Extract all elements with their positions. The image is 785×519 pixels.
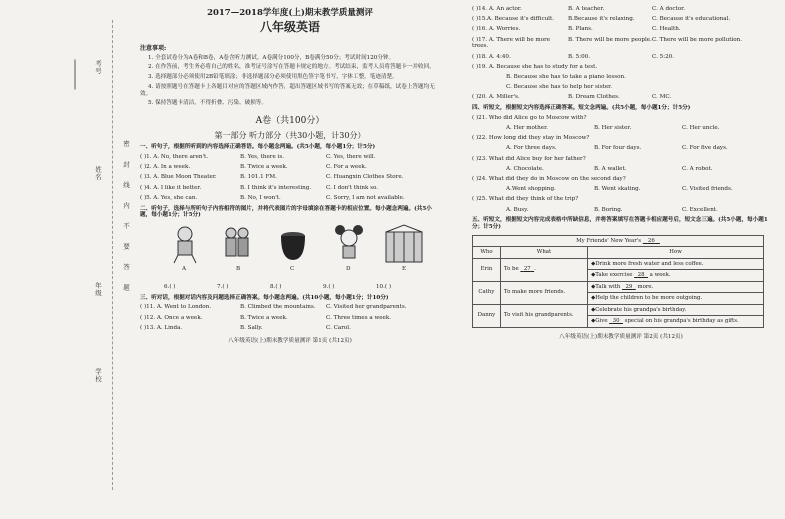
question-row: ( )14. A. An actor. B. A teacher. C. A doctor.	[472, 6, 685, 12]
underline	[75, 60, 76, 90]
note-item: 1. 全套试卷分为A卷和B卷，A卷含听力测试。A卷满分100分，B卷满分50分；考试时间120分钟。	[148, 54, 395, 61]
label-xingming: 姓名	[94, 166, 102, 181]
question-row: ( )15.A. Because it's difficult. B.Because it's relaxing. C. Because it's educational.	[472, 16, 731, 23]
cartoon-figure-image	[170, 224, 200, 264]
building-image	[384, 224, 424, 264]
picture-label: A	[182, 266, 187, 272]
question-row: ( )4. A. I like it better. B. I think it's interesting. C. I don't think so.	[140, 184, 379, 191]
question-row: ( )18. A. 4:40. B. 5:00. C. 5:20.	[472, 53, 674, 60]
question-row: ( )22. How long did they stay in Moscow?	[472, 135, 590, 142]
question-row: ( )12. A. Once a week. B. Twice a week. C. Three times a week.	[140, 314, 392, 321]
question-row: ( )11. A. Went to London. B. Climbed the mountains. C. Visited her grandparents.	[140, 304, 407, 311]
table-row: Cathy To make more friends. ◆Talk with 29 more.	[473, 281, 764, 292]
option-row: A.Went shopping. B. Went skating. C. Visited friends.	[506, 186, 733, 193]
option-row: A. Her mother. B. Her sister. C. Her uncle.	[506, 124, 720, 131]
note-item: 4. 请按照题号在答题卡上各题目对应的答题区域内作答，超出答题区域书写的答案无效；在草稿纸，试卷上答题均无效。	[140, 83, 435, 97]
question-row: ( )1. A. No, there aren't. B. Yes, there is. C. Yes, there will.	[140, 154, 376, 161]
question-row: ( )20. A. Miller's. B. Dream Clothes. C. MC.	[472, 94, 672, 101]
option-row: A. For three days. B. For four days. C. For five days.	[506, 145, 728, 152]
table-row: Danny To visit his grandparents. ◆Celebrate his grandpa's birthday.	[473, 304, 764, 315]
question-row: ( )13. A. Linda. B. Sally. C. Carol.	[140, 324, 351, 331]
pot-image	[278, 224, 308, 264]
picture-label: E	[402, 266, 407, 272]
picture-label: B	[236, 266, 241, 272]
col-header: How	[588, 247, 764, 258]
page-1	[140, 6, 440, 344]
picture-label: C	[290, 266, 295, 272]
section2-heading: 二、听句子，选择与所听句子内容相符的图片，并将代表图片的字母填涂在答题卡的相应位置。每小题念两遍。(共5小题，每小题1分；计5分)	[140, 205, 432, 219]
page-footer: 八年级英语(上)期末教学质量测评 第1页 (共12页)	[228, 337, 352, 344]
table-row: ◆Take exercise 28 a week.	[473, 270, 764, 281]
picture-row	[140, 222, 440, 284]
picture-answer-row	[140, 284, 440, 291]
answer-blank: 9.( )	[323, 284, 335, 290]
info-table	[472, 235, 764, 328]
binding-margin	[0, 0, 100, 519]
notes-heading: 注意事项:	[140, 44, 167, 52]
volume-a-title: A卷（共100分）	[255, 115, 325, 126]
page-2	[472, 6, 770, 340]
question-row: ( )21. Who did Alice go to Moscow with?	[472, 114, 587, 121]
section4-heading: 四、听短文，根据短文内容选择正确答案。短文念两遍。(共5小题，每小题1分；计5分)	[472, 105, 691, 112]
note-item: 5. 保持答题卡清洁，不得折叠、污染、破损等。	[148, 100, 267, 107]
seal-text: 密 封 线 内 不 要 答 题	[122, 140, 130, 297]
col-header: Who	[473, 247, 501, 258]
table-row: ◆Help the children to be more outgoing.	[473, 293, 764, 304]
option-line: C. Because she has to help her sister.	[506, 84, 612, 91]
part1-title: 第一部分 听力部分（共30小题，计30分）	[214, 130, 366, 140]
answer-blank: 7.( )	[217, 284, 229, 290]
label-xuexiao: 学校	[94, 368, 102, 383]
question-row: ( )25. What did they think of the trip?	[472, 196, 579, 203]
question-row: ( )2. A. In a week. B. Twice a week. C. For a week.	[140, 164, 367, 171]
option-row: A. Busy. B. Boring. C. Excellent.	[506, 206, 718, 213]
note-item: 3. 选择题部分必须使用2B铅笔填涂；非选择题部分必须使用黑色签字笔书写，字体工整，笔迹清楚。	[148, 74, 398, 81]
table-row: Erin To be 27 . ◆Drink more fresh water and less coffee.	[473, 258, 764, 269]
section3-heading: 三、听对话，根据对话内容及问题选择正确答案。每小题念两遍。(共10小题，每小题1分；计10分)	[140, 294, 389, 301]
seal-line	[112, 20, 113, 490]
mouse-character-image	[334, 224, 364, 264]
option-line: B. Because she has to take a piano lesson.	[506, 73, 626, 80]
question-row: ( )24. What did they do in Moscow on the second day?	[472, 175, 626, 182]
exam-title: 2017—2018学年度(上)期末教学质量测评	[207, 8, 373, 18]
label-kaohao: 考号	[94, 60, 102, 75]
label-nianji: 年级	[94, 282, 102, 297]
question-row: ( )3. A. Blue Moon Theater. B. 101.1 FM. C. Huangxin Clothes Store.	[140, 174, 404, 181]
question-row: ( )23. What did Alice buy for her father?	[472, 155, 586, 162]
people-image	[222, 224, 252, 264]
answer-blank: 10.( )	[376, 284, 392, 290]
answer-blank: 6.( )	[164, 284, 176, 290]
question-row: ( )16. A. Worries. B. Plans. C. Health.	[472, 26, 681, 33]
section1-heading: 一、听句子，根据所听到的内容选择正确答语。每小题念两遍。(共5小题，每小题1分；计5分)	[140, 144, 376, 151]
table-title: My Friends' New Year's 26	[473, 235, 764, 246]
page-footer: 八年级英语(上)期末教学质量测评 第2页 (共12页)	[559, 333, 683, 340]
subject-title: 八年级英语	[259, 20, 320, 35]
answer-blank: 8.( )	[270, 284, 282, 290]
question-row: ( )17. A. There will be more trees. B. There will be more people. C. There will be more pollution.	[472, 36, 742, 50]
col-header: What	[500, 247, 587, 258]
question-row: ( )19. A. Because she has to study for a test.	[472, 63, 598, 70]
question-row: ( )5. A. Yes, she can. B. No, I won't. C. Sorry, I am not available.	[140, 194, 405, 201]
table-row: ◆Give 30 special on his grandpa's birthday as gifts.	[473, 316, 764, 327]
section5-heading: 五、听短文，根据短文内容完成表格中所缺信息，并将答案填写在答题卡相应题号后，短文念三遍。(共5小题，每小题1分；计5分)	[472, 217, 768, 230]
picture-label: D	[346, 266, 351, 272]
option-row: A. Chocolate. B. A wallet. C. A robot.	[506, 165, 713, 172]
note-item: 2. 在作答前，考生务必将自己的姓名，准考证号涂写在答题卡规定的地方。考试结束，监考人员将答题卡一并收回。	[148, 64, 435, 71]
